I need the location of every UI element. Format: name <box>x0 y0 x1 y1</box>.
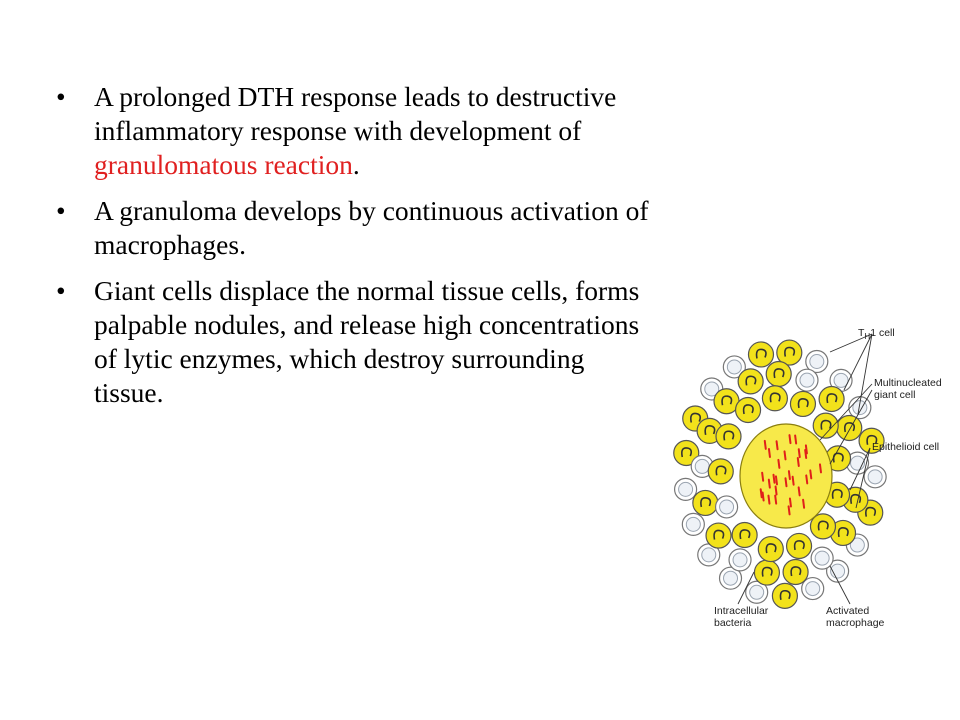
giant-cell-nucleus <box>799 449 800 457</box>
th1-nucleus <box>702 548 716 562</box>
bullet-item <box>56 80 656 182</box>
giant-cell-nucleus <box>768 496 769 504</box>
leader-line <box>844 334 872 390</box>
th1-nucleus <box>720 500 734 514</box>
th1-nucleus <box>686 517 700 531</box>
giant-cell-nucleus <box>820 464 821 472</box>
giant-cell-nucleus <box>774 475 775 483</box>
giant-cell-nucleus <box>789 471 790 479</box>
th1-nucleus <box>733 553 747 567</box>
th1-nucleus <box>679 482 693 496</box>
giant-cell-nucleus <box>785 451 786 459</box>
giant-cell-nucleus <box>763 493 764 501</box>
granuloma-illustration <box>680 322 942 644</box>
giant-cell-nucleus <box>776 486 777 494</box>
giant-cell-nucleus <box>776 476 777 484</box>
macrophage-cell <box>716 424 741 449</box>
macrophage-cell <box>732 522 757 547</box>
macrophage-cell <box>772 583 797 608</box>
bullet-item <box>56 194 656 262</box>
macrophage-cell <box>708 459 733 484</box>
th1-nucleus <box>815 551 829 565</box>
giant-cell-nucleus <box>803 500 804 508</box>
macrophage-cell <box>837 415 862 440</box>
giant-cell-nucleus <box>765 441 766 449</box>
intracellular-bacteria-label: Intracellular bacteria <box>714 605 769 629</box>
giant-cell-nucleus <box>810 470 811 478</box>
bullet-text: A prolonged DTH response leads to destructive inflammatory response with development of <box>94 81 617 146</box>
bullet-dot: • <box>56 195 66 226</box>
giant-cell-nucleus <box>775 496 776 504</box>
giant-cell-nucleus <box>789 506 790 514</box>
bullet-text: . <box>352 149 360 180</box>
giant-cell-nucleus <box>793 477 794 485</box>
th1-nucleus <box>800 373 814 387</box>
giant-cell-nucleus <box>798 458 799 466</box>
th1-nucleus <box>695 459 709 473</box>
epithelioid-cell-label: Epithelioid cell <box>872 441 940 453</box>
th1-nucleus <box>806 582 820 596</box>
bullet-text: A granuloma develops by continuous activation of macrophages. <box>94 195 649 260</box>
th1-nucleus <box>724 571 738 585</box>
granuloma-figure <box>680 322 942 644</box>
giant-cell-label: Multinucleated giant cell <box>874 377 942 401</box>
bullet-dot: • <box>56 81 66 112</box>
macrophage-cell <box>790 391 815 416</box>
giant-cell-nucleus <box>806 475 807 483</box>
macrophage-cell <box>758 537 783 562</box>
giant-cell-nucleus <box>769 480 770 488</box>
macrophage-cell <box>762 386 787 411</box>
bullet-dot: • <box>56 275 66 306</box>
macrophage-cell <box>706 523 731 548</box>
th1-nucleus <box>727 360 741 374</box>
cell-cluster <box>674 340 886 608</box>
bullet-list <box>56 80 656 422</box>
giant-cell-nucleus <box>761 489 762 497</box>
macrophage-cell <box>787 533 812 558</box>
giant-cell-nucleus <box>785 478 786 486</box>
giant-cell-nucleus <box>790 498 791 506</box>
giant-cell-nucleus <box>762 473 763 481</box>
giant-cell-nucleus <box>799 487 800 495</box>
giant-cell-nucleus <box>769 449 770 457</box>
th1-nucleus <box>810 354 824 368</box>
giant-cell-nucleus <box>777 441 778 449</box>
th1-nucleus <box>868 470 882 484</box>
th1-cell-label: $T_H1$ cell <box>858 327 895 341</box>
macrophage-cell <box>748 342 773 367</box>
macrophage-cell <box>736 397 761 422</box>
giant-cell-nucleus <box>805 450 806 458</box>
giant-cell-nucleus <box>789 435 790 443</box>
bullet-item <box>56 274 656 410</box>
activated-macrophage-label: Activated macrophage <box>826 605 885 629</box>
giant-cell-nucleus <box>778 460 779 468</box>
macrophage-cell <box>819 387 844 412</box>
macrophage-cell <box>783 559 808 584</box>
macrophage-cell <box>738 369 763 394</box>
highlighted-term: granulomatous reaction <box>94 149 353 180</box>
th1-nucleus <box>750 585 764 599</box>
giant-cell <box>740 424 832 528</box>
macrophage-cell <box>754 560 779 585</box>
bullet-text: Giant cells displace the normal tissue cells, forms palpable nodules, and release high concentrations of lytic enzymes, which destroy surrounding tissue. <box>94 275 640 408</box>
macrophage-cell <box>693 490 718 515</box>
giant-cell-nucleus <box>795 436 796 444</box>
macrophage-cell <box>766 362 791 387</box>
